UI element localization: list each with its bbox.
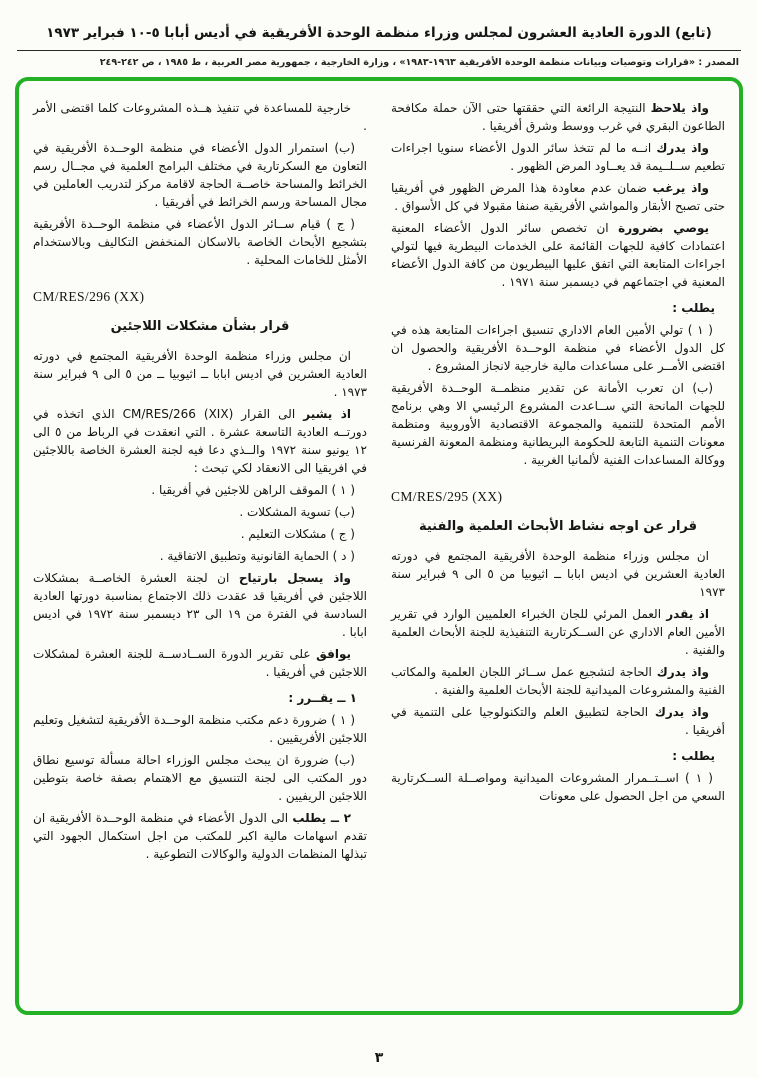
request-heading: يطلب : — [672, 301, 715, 316]
paragraph — [391, 605, 725, 659]
paragraph-text: ان تخصص سائر الدول الأعضاء المعنية اعتمادات كافية للجهات القائمة على الخدمات البيطرية فيها لتولي اجراءات المتابعة التي اتفق عليها البيطريون من كافة الدول الأعضاء المعنية في اجتماعهم في ديسمبر سنة ١٩٧١ . — [391, 221, 725, 290]
request-heading: يطلب : — [672, 748, 715, 763]
resolution-title-science: قرار عن اوجه نشاط الأبحاث العلمية والفنية — [418, 519, 698, 535]
paragraph — [33, 569, 367, 641]
paragraph-text: الحاجة لتطبيق العلم والتكنولوجيا على التنمية في أفريقيا . — [391, 704, 725, 737]
paragraph-text: على تقرير الدورة الســادســة للجنة العشرة لمشكلات اللاجئين في أفريقيا . — [33, 646, 367, 679]
resolution-code-cm-res-296: CM/RES/296 (XX) — [33, 289, 145, 305]
list-item: ( ١ ) ضرورة دعم مكتب منظمة الوحــدة الأفريقية لتشغيل وتعليم اللاجئين الأفريقيين . — [33, 712, 367, 745]
list-item: ( ج ) مشكلات التعليم . — [240, 526, 355, 541]
paragraph — [391, 179, 725, 215]
paragraph-lead: اذ يقدر — [666, 606, 710, 621]
page-number: ٣ — [374, 1050, 384, 1066]
list-item: (ب) استمرار الدول الأعضاء في منظمة الوحــدة الأفريقية في التعاون مع السكرتارية في مختلف البرامج العلمية في مجــال رسم الخرائط والمساحة خاصــة الحاجة لاقامة مركز لتدريب العاملين في مجال المساحة ورسم الخرائط في أفريقيا . — [33, 141, 367, 210]
paragraph-text: الحاجة لتشجيع عمل ســائر اللجان العلمية والمكاتب الفنية والمشروعات الميدانية للجنة الأبحاث العلمية والفنية . — [391, 664, 725, 697]
column-left — [33, 95, 367, 1001]
column-right — [391, 95, 725, 1001]
paragraph-text: ضمان عدم معاودة هذا المرض الظهور في أفريقيا حتى تصبح الأبقار والمواشي الأفريقية صنفا مقبولا في كل الأسواق . — [391, 181, 725, 214]
decision-heading: ١ ــ يقــرر : — [288, 690, 357, 705]
list-item: ( د ) الحماية القانونية وتطبيق الاتفاقية . — [159, 548, 355, 563]
list-item: ( ج ) قيام ســائر الدول الأعضاء في منظمة الوحــدة الأفريقية بتشجيع الأبحاث الخاصة بالاسكان المنخفض التكاليف وبالاستخدام الأمثل للخامات المحلية . — [33, 217, 367, 268]
paragraph-text: الى القرار CM/RES/266 (XIX) الذي اتخذه في دورتــه العادية التاسعة عشرة . التي انعقدت في الرباط من ٥ الى ١٢ يونيو سنة ١٩٧٢ والــذي دعا فيه لجنة العشرة الخاصة باللاجئين في افريقيا الى الانعقاد لكي تبحث : — [33, 406, 367, 475]
page-title: (تابع) الدورة العادية العشرون لمجلس وزراء منظمة الوحدة الأفريقية في أديس أبابا ٥-١٠ فبراير ١٩٧٣ — [46, 25, 712, 41]
resolution-title-refugees: قرار بشأن مشكلات اللاجئين — [110, 319, 290, 335]
paragraph-lead: واذ يلاحظ — [650, 101, 709, 116]
paragraph-text: النتيجة الرائعة التي حققتها حتى الآن حملة مكافحة الطاعون البقري في غرب ووسط وشرق أفريقيا . — [391, 101, 725, 134]
green-frame — [15, 77, 743, 1015]
paragraph-lead: واذ يسجل بارتياح — [238, 570, 352, 585]
paragraph-lead: يوافق — [316, 646, 351, 661]
paragraph — [33, 645, 367, 681]
paragraph-lead: واذ يدرك — [656, 664, 709, 679]
header-rule — [17, 50, 741, 51]
paragraph — [33, 405, 367, 477]
paragraph — [391, 139, 725, 175]
paragraph-lead: واذ يدرك — [656, 141, 709, 156]
paragraph — [391, 99, 725, 135]
paragraph-text: ان لجنة العشرة الخاصــة بمشكلات اللاجئين في أفريقيا قد عقدت ذلك الاجتماع بمناسبة دورتها العادية السادسة في الفترة من ١٩ الى ٢٣ ديسمبر سنة ١٩٧٢ في اديس ابابا . — [33, 570, 367, 639]
paragraph-lead: ٢ ــ يطلب — [292, 810, 351, 825]
paragraph-text: الى الدول الأعضاء في منظمة الوحــدة الأفريقية ان تقدم اسهامات مالية اكبر للمكتب من اجل استكمال الجهود التي تبذلها المنظمات الدولية والوكالات التطوعية . — [33, 810, 367, 861]
two-column-layout — [33, 95, 725, 1001]
resolution-code-cm-res-295: CM/RES/295 (XX) — [391, 489, 503, 505]
paragraph-text: العمل المرئي للجان الخبراء العلميين الوارد في تقرير الأمين العام الاداري عن الســكرتارية التنفيذية للجنة الأبحاث العلمية والفنية . — [391, 606, 725, 657]
paragraph: ان مجلس وزراء منظمة الوحدة الأفريقية المجتمع في دورته العادية العشرين في اديس ابابا ــ اثيوبيا ــ من ٥ الى ٩ فبراير سنة ١٩٧٣ . — [33, 348, 368, 399]
source-line: المصدر : «قرارات وتوصيات وبيانات منظمة الوحدة الأفريقية ١٩٦٣-١٩٨٣» ، وزارة الخارجية ، جمهورية مصر العربية ، ط ١٩٨٥ ، ص ٢٤٢-٢٤٩ — [99, 56, 739, 68]
paragraph: ان مجلس وزراء منظمة الوحدة الأفريقية المجتمع في دورته العادية العشرين في اديس ابابا ــ اثيوبيا من ٥ الى ٩ فبراير سنة ١٩٧٣ — [391, 548, 726, 599]
list-item: ( ١ ) الموقف الراهن للاجئين في أفريقيا . — [151, 482, 355, 497]
paragraph — [33, 809, 367, 863]
paragraph-lead: واذ يرغب — [652, 181, 709, 196]
list-item: ( ١ ) تولي الأمين العام الاداري تنسيق اجراءات المتابعة هذه في كل الدول الأعضاء في منظمة الوحــدة الأفريقية والحصول ان اقتضى الأمــر على مساعدات مالية خارجية لانجاز المشروع . — [391, 323, 725, 374]
list-item: (ب) تسوية المشكلات . — [239, 504, 355, 519]
paragraph-lead: واذ يدرك — [654, 704, 709, 719]
list-item: (ب) ضرورة ان يبحث مجلس الوزراء احالة مسألة توسيع نطاق دور المكتب الى لجنة التنسيق مع الاهتمام بصفة خاصة بتوطين اللاجئين الريفيين . — [33, 752, 367, 803]
paragraph — [391, 663, 725, 699]
list-item: ( ١ ) اســتــمرار المشروعات الميدانية ومواصــلة الســكرتارية السعي من اجل الحصول على معونات — [391, 770, 725, 803]
paragraph-text: انــه ما لم تتخذ سائر الدول الأعضاء سنويا اجراءات تطعيم ســلــيمة قد يعــاود المرض الظهور . — [391, 141, 725, 174]
paragraph — [391, 703, 725, 739]
paragraph-lead: اذ يشير — [303, 406, 352, 421]
paragraph-lead: يوصي بضرورة — [618, 221, 709, 236]
paragraph — [391, 219, 725, 291]
paragraph-continuation: خارجية للمساعدة في تنفيذ هــذه المشروعات كلما اقتضى الأمر . — [33, 101, 367, 134]
list-item: (ب) ان تعرب الأمانة عن تقدير منظمــة الوحــدة الأفريقية للجهات المانحة التي ســاعدت المشروع الرئيسي الا وهي برنامج الأمم المتحدة للتنمية والمجموعة الاقتصادية الأوروبية ومنظمة معونات التنمية التابعة للحكومة البريطانية ومنظمة المعونة الفرنسية ووكالة المساعدات الفنية لألمانيا الغربية . — [391, 381, 725, 468]
